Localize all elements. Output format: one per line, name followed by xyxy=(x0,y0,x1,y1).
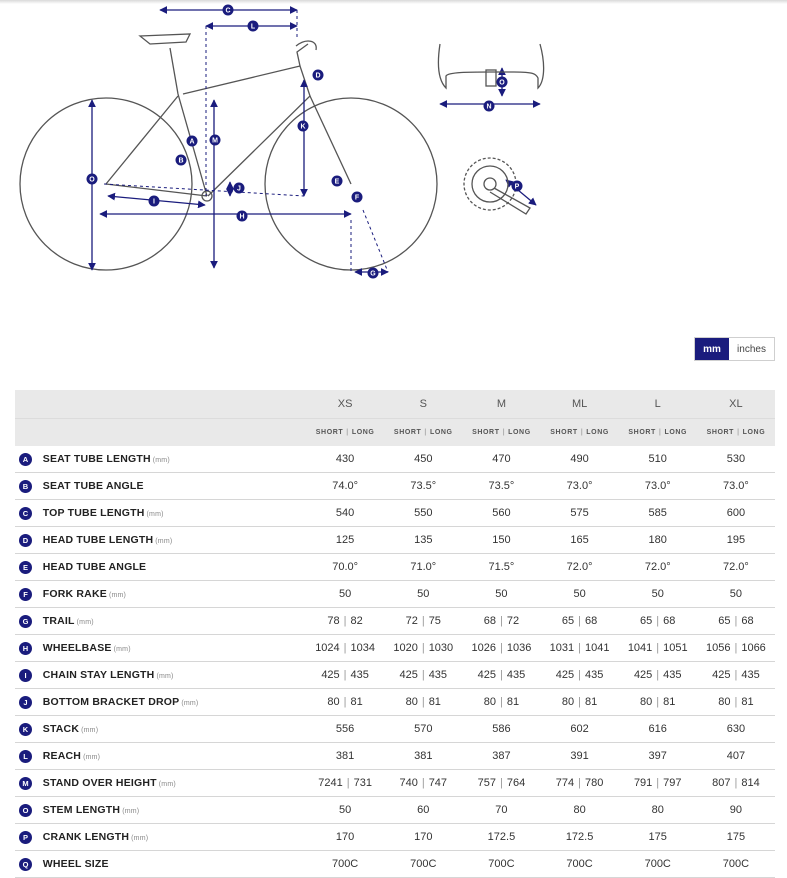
row-value: 73.5° xyxy=(462,473,540,500)
row-value: 630 xyxy=(697,716,775,743)
svg-text:O: O xyxy=(499,79,505,87)
row-value: 65 | 68 xyxy=(541,608,619,635)
row-label: STAND OVER HEIGHT (mm) xyxy=(42,770,306,797)
row-value: 700C xyxy=(619,851,697,878)
row-value: 80 | 81 xyxy=(619,689,697,716)
geometry-row-head-tube-length xyxy=(15,527,775,554)
row-badge: L xyxy=(19,750,32,763)
size-header-xl: XL xyxy=(697,390,775,419)
row-value: 78 | 82 xyxy=(306,608,384,635)
row-value: 700C xyxy=(462,851,540,878)
diagram-marker-a xyxy=(187,136,198,147)
diagram-marker-k xyxy=(298,121,309,132)
row-value: 60 xyxy=(384,797,462,824)
bike-geometry-diagram xyxy=(0,0,787,300)
row-value: 80 | 81 xyxy=(462,689,540,716)
svg-text:H: H xyxy=(239,213,245,221)
row-value: 425 | 435 xyxy=(306,662,384,689)
row-value: 430 xyxy=(306,446,384,473)
row-value: 73.0° xyxy=(697,473,775,500)
row-value: 70.0° xyxy=(306,554,384,581)
row-label: CHAIN STAY LENGTH (mm) xyxy=(42,662,306,689)
row-badge: I xyxy=(19,669,32,682)
row-value: 180 xyxy=(619,527,697,554)
row-value: 540 xyxy=(306,500,384,527)
row-value: 530 xyxy=(697,446,775,473)
row-value: 80 xyxy=(541,797,619,824)
row-value: 50 xyxy=(306,581,384,608)
row-badge: C xyxy=(19,507,32,520)
row-value: 74.0° xyxy=(306,473,384,500)
geometry-row-wheelbase xyxy=(15,635,775,662)
svg-text:P: P xyxy=(514,183,520,191)
short-long-label: SHORT | LONG xyxy=(384,419,462,447)
row-value: 616 xyxy=(619,716,697,743)
geometry-row-stand-over-height xyxy=(15,770,775,797)
row-label: WHEELBASE (mm) xyxy=(42,635,306,662)
row-value: 170 xyxy=(306,824,384,851)
diagram-marker-f xyxy=(352,192,363,203)
diagram-marker-e xyxy=(332,176,343,187)
row-value: 7241 | 731 xyxy=(306,770,384,797)
row-badge: A xyxy=(19,453,32,466)
row-badge: Q xyxy=(19,858,32,871)
row-value: 71.0° xyxy=(384,554,462,581)
row-value: 387 xyxy=(462,743,540,770)
row-label: CRANK LENGTH (mm) xyxy=(42,824,306,851)
geometry-row-stem-length xyxy=(15,797,775,824)
row-value: 1024 | 1034 xyxy=(306,635,384,662)
row-value: 550 xyxy=(384,500,462,527)
row-value: 150 xyxy=(462,527,540,554)
row-value: 50 xyxy=(462,581,540,608)
row-value: 700C xyxy=(384,851,462,878)
row-value: 175 xyxy=(697,824,775,851)
geometry-row-seat-tube-length xyxy=(15,446,775,473)
row-badge: J xyxy=(19,696,32,709)
row-value: 510 xyxy=(619,446,697,473)
row-value: 490 xyxy=(541,446,619,473)
svg-text:K: K xyxy=(300,123,306,131)
row-value: 425 | 435 xyxy=(619,662,697,689)
svg-text:I: I xyxy=(153,198,155,206)
diagram-marker-i xyxy=(149,196,160,207)
row-badge: G xyxy=(19,615,32,628)
svg-text:L: L xyxy=(250,23,256,31)
row-label: TOP TUBE LENGTH (mm) xyxy=(42,500,306,527)
diagram-marker-o xyxy=(497,77,508,88)
geometry-row-head-tube-angle xyxy=(15,554,775,581)
row-value: 585 xyxy=(619,500,697,527)
row-value: 381 xyxy=(306,743,384,770)
row-value: 170 xyxy=(384,824,462,851)
size-header-s: S xyxy=(384,390,462,419)
short-long-label: SHORT | LONG xyxy=(541,419,619,447)
row-value: 791 | 797 xyxy=(619,770,697,797)
row-value: 80 xyxy=(619,797,697,824)
row-badge: E xyxy=(19,561,32,574)
unit-toggle xyxy=(694,337,775,361)
geometry-row-top-tube-length xyxy=(15,500,775,527)
row-value: 175 xyxy=(619,824,697,851)
row-value: 72.0° xyxy=(619,554,697,581)
row-value: 73.0° xyxy=(619,473,697,500)
row-value: 575 xyxy=(541,500,619,527)
row-value: 425 | 435 xyxy=(697,662,775,689)
row-value: 172.5 xyxy=(462,824,540,851)
diagram-marker-c xyxy=(223,5,234,16)
row-badge: D xyxy=(19,534,32,547)
svg-text:C: C xyxy=(225,7,231,15)
row-value: 700C xyxy=(306,851,384,878)
row-badge: H xyxy=(19,642,32,655)
geometry-row-bottom-bracket-drop xyxy=(15,689,775,716)
diagram-marker-p xyxy=(512,181,523,192)
row-label: REACH (mm) xyxy=(42,743,306,770)
row-value: 425 | 435 xyxy=(462,662,540,689)
diagram-marker-l xyxy=(248,21,259,32)
svg-text:G: G xyxy=(370,270,376,278)
row-value: 80 | 81 xyxy=(306,689,384,716)
row-value: 556 xyxy=(306,716,384,743)
row-value: 470 xyxy=(462,446,540,473)
row-value: 740 | 747 xyxy=(384,770,462,797)
geometry-row-chain-stay-length xyxy=(15,662,775,689)
row-value: 425 | 435 xyxy=(384,662,462,689)
svg-text:F: F xyxy=(354,194,360,202)
row-label: BOTTOM BRACKET DROP (mm) xyxy=(42,689,306,716)
row-value: 125 xyxy=(306,527,384,554)
geometry-table xyxy=(15,390,775,878)
row-value: 807 | 814 xyxy=(697,770,775,797)
geometry-row-fork-rake xyxy=(15,581,775,608)
row-value: 71.5° xyxy=(462,554,540,581)
row-badge: B xyxy=(19,480,32,493)
row-value: 391 xyxy=(541,743,619,770)
row-badge: P xyxy=(19,831,32,844)
row-value: 72.0° xyxy=(697,554,775,581)
row-badge: K xyxy=(19,723,32,736)
short-long-label: SHORT | LONG xyxy=(697,419,775,447)
row-badge: M xyxy=(19,777,32,790)
row-value: 73.5° xyxy=(384,473,462,500)
row-value: 700C xyxy=(697,851,775,878)
row-value: 50 xyxy=(306,797,384,824)
row-value: 397 xyxy=(619,743,697,770)
unit-mm-button[interactable]: mm xyxy=(695,338,729,360)
svg-text:M: M xyxy=(212,137,218,145)
unit-inches-button[interactable]: inches xyxy=(729,338,774,360)
row-value: 165 xyxy=(541,527,619,554)
size-header-ml: ML xyxy=(541,390,619,419)
diagram-marker-b xyxy=(176,155,187,166)
geometry-row-trail xyxy=(15,608,775,635)
row-label: STEM LENGTH (mm) xyxy=(42,797,306,824)
row-value: 381 xyxy=(384,743,462,770)
diagram-marker-m xyxy=(210,135,221,146)
row-value: 774 | 780 xyxy=(541,770,619,797)
row-value: 195 xyxy=(697,527,775,554)
row-value: 450 xyxy=(384,446,462,473)
row-value: 72.0° xyxy=(541,554,619,581)
row-value: 65 | 68 xyxy=(697,608,775,635)
row-label: TRAIL (mm) xyxy=(42,608,306,635)
row-value: 1020 | 1030 xyxy=(384,635,462,662)
geometry-row-reach xyxy=(15,743,775,770)
svg-text:N: N xyxy=(486,103,492,111)
row-value: 135 xyxy=(384,527,462,554)
row-value: 70 xyxy=(462,797,540,824)
row-badge: F xyxy=(19,588,32,601)
diagram-marker-n xyxy=(484,101,495,112)
geometry-row-crank-length xyxy=(15,824,775,851)
svg-text:E: E xyxy=(334,178,340,186)
row-label: STACK (mm) xyxy=(42,716,306,743)
row-value: 72 | 75 xyxy=(384,608,462,635)
row-value: 570 xyxy=(384,716,462,743)
diagram-marker-j xyxy=(234,183,245,194)
svg-text:D: D xyxy=(315,72,321,80)
row-label: WHEEL SIZE xyxy=(42,851,306,878)
row-value: 50 xyxy=(697,581,775,608)
row-label: HEAD TUBE LENGTH (mm) xyxy=(42,527,306,554)
row-value: 1041 | 1051 xyxy=(619,635,697,662)
diagram-marker-h xyxy=(237,211,248,222)
diagram-marker-g xyxy=(368,268,379,279)
row-value: 602 xyxy=(541,716,619,743)
row-value: 50 xyxy=(384,581,462,608)
row-value: 68 | 72 xyxy=(462,608,540,635)
row-value: 80 | 81 xyxy=(384,689,462,716)
svg-text:B: B xyxy=(178,157,184,165)
size-header-xs: XS xyxy=(306,390,384,419)
short-long-header-row xyxy=(15,419,775,447)
geometry-row-seat-tube-angle xyxy=(15,473,775,500)
row-label: SEAT TUBE ANGLE xyxy=(42,473,306,500)
row-badge: O xyxy=(19,804,32,817)
svg-text:A: A xyxy=(189,138,195,146)
row-value: 80 | 81 xyxy=(697,689,775,716)
size-header-row xyxy=(15,390,775,419)
row-value: 586 xyxy=(462,716,540,743)
row-value: 80 | 81 xyxy=(541,689,619,716)
row-value: 50 xyxy=(619,581,697,608)
size-header-m: M xyxy=(462,390,540,419)
row-value: 1056 | 1066 xyxy=(697,635,775,662)
svg-text:O: O xyxy=(89,176,95,184)
geometry-row-stack xyxy=(15,716,775,743)
row-label: FORK RAKE (mm) xyxy=(42,581,306,608)
row-value: 757 | 764 xyxy=(462,770,540,797)
row-value: 700C xyxy=(541,851,619,878)
row-label: SEAT TUBE LENGTH (mm) xyxy=(42,446,306,473)
geometry-row-wheel-size xyxy=(15,851,775,878)
row-value: 425 | 435 xyxy=(541,662,619,689)
diagram-marker-q xyxy=(87,174,98,185)
row-value: 407 xyxy=(697,743,775,770)
bike-frame-drawing xyxy=(20,34,437,270)
row-value: 73.0° xyxy=(541,473,619,500)
row-value: 560 xyxy=(462,500,540,527)
row-value: 172.5 xyxy=(541,824,619,851)
row-value: 50 xyxy=(541,581,619,608)
size-header-l: L xyxy=(619,390,697,419)
row-value: 65 | 68 xyxy=(619,608,697,635)
short-long-label: SHORT | LONG xyxy=(619,419,697,447)
svg-text:J: J xyxy=(237,185,241,193)
row-value: 90 xyxy=(697,797,775,824)
diagram-marker-d xyxy=(313,70,324,81)
row-value: 1026 | 1036 xyxy=(462,635,540,662)
row-label: HEAD TUBE ANGLE xyxy=(42,554,306,581)
row-value: 1031 | 1041 xyxy=(541,635,619,662)
short-long-label: SHORT | LONG xyxy=(306,419,384,447)
short-long-label: SHORT | LONG xyxy=(462,419,540,447)
row-value: 600 xyxy=(697,500,775,527)
